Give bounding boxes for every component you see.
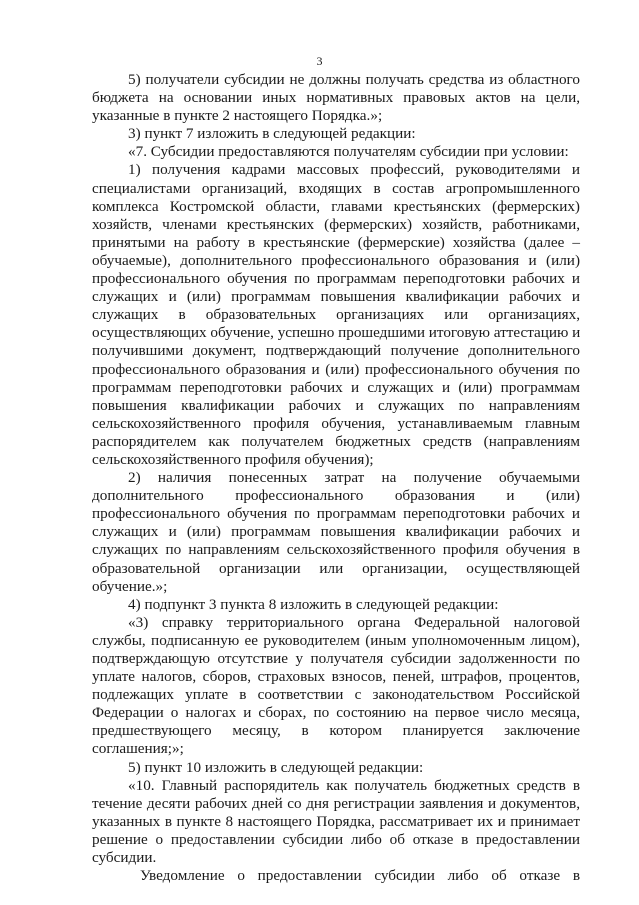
text-line: служащих и (или) программам повышения квалификации рабочих и (92, 523, 580, 541)
text-line: 4) подпункт 3 пункта 8 изложить в следующей редакции: (128, 595, 499, 613)
text-line: «10. Главный распорядитель как получатель бюджетных средств в (128, 776, 580, 794)
text-line: служащих и (или) программам повышения квалификации рабочих и (92, 288, 580, 306)
text-line: обучаемые), дополнительного профессионального образования и (или) (92, 251, 580, 269)
text-line: 3) пункт 7 изложить в следующей редакции: (128, 125, 416, 143)
text-line: образовательной организации или организации, осуществляющей (92, 559, 580, 577)
text-line: указанных в пункте 8 настоящего Порядка, рассматривает их и принимает (92, 812, 580, 830)
text-line: решение о предоставлении субсидии либо об отказе в предоставлении (92, 830, 580, 848)
document-body (92, 71, 580, 885)
text-line: 2) наличия понесенных затрат на получение обучаемыми (128, 469, 580, 487)
text-line: сельскохозяйственного профиля обучения, устанавливаемым главным (92, 414, 580, 432)
text-line: распорядителем как получателем бюджетных средств (направлениям (92, 432, 580, 450)
text-line: указанные в пункте 2 настоящего Порядка.»; (92, 107, 383, 125)
text-line: подлежащих уплате в соответствии с законодательством Российской (92, 686, 580, 704)
text-line: программам переподготовки рабочих и служащих и (или) программам (92, 378, 580, 396)
text-line: 1) получения кадрами массовых профессий, руководителями и (128, 161, 580, 179)
text-line: обучение.»; (92, 577, 168, 595)
text-line: службы, подписанную ее руководителем (иным уполномоченным лицом), (92, 631, 580, 649)
text-line: 5) получатели субсидии не должны получать средства из областного (128, 71, 580, 88)
text-line: течение десяти рабочих дней со дня регистрации заявления и документов, (92, 794, 580, 812)
text-line: профессионального образования и (или) профессионального обучения по (92, 360, 580, 378)
text-line: специалистами организаций, входящих в состав агропромышленного (92, 179, 580, 197)
text-line: служащих по направлениям сельскохозяйственного профиля обучения в (92, 541, 580, 559)
text-line: соглашения;»; (92, 740, 184, 758)
text-line: Федерации о налогах и сборах, по состоянию на первое число месяца, (92, 704, 580, 722)
text-line: хозяйств, членами крестьянских (фермерских) хозяйств, работниками, (92, 215, 580, 233)
text-line: сельскохозяйственного профиля обучения); (92, 450, 374, 468)
text-line: Уведомление о предоставлении субсидии либо об отказе в (140, 867, 580, 885)
text-line: принятыми на работу в крестьянские (фермерские) хозяйства (далее – (92, 233, 580, 251)
text-line: уплате налогов, сборов, страховых взносов, пеней, штрафов, процентов, (92, 668, 580, 686)
text-line: «3) справку территориального органа Федеральной налоговой (128, 613, 580, 631)
text-line: субсидии. (92, 849, 157, 867)
text-line: получившими документ, подтверждающий получение дополнительного (92, 342, 580, 360)
text-line: подтверждающую отсутствие у получателя субсидии задолженности по (92, 650, 580, 667)
text-line: предшествующего месяцу, в котором планируется заключение (92, 722, 580, 740)
text-line: дополнительного профессионального образования и (или) (92, 487, 580, 505)
page-number: 3 (316, 54, 323, 68)
text-line: профессионального обучения по программам переподготовки рабочих и (92, 505, 580, 523)
text-line: комплекса Костромской области, главами крестьянских (фермерских) (92, 197, 580, 215)
text-line: бюджета на основании иных нормативных правовых актов на цели, (92, 89, 580, 107)
text-line: профессионального обучения по программам переподготовки рабочих и (92, 270, 580, 288)
text-line: служащих в образовательных организациях или организациях, (92, 306, 580, 324)
text-line: 5) пункт 10 изложить в следующей редакции: (128, 758, 424, 776)
text-line: повышения квалификации рабочих и служащих по направлениям (92, 396, 580, 414)
text-line: «7. Субсидии предоставляются получателям субсидии при условии: (128, 143, 569, 161)
text-line: осуществляющих обучение, успешно прошедшими итоговую аттестацию и (92, 324, 581, 342)
